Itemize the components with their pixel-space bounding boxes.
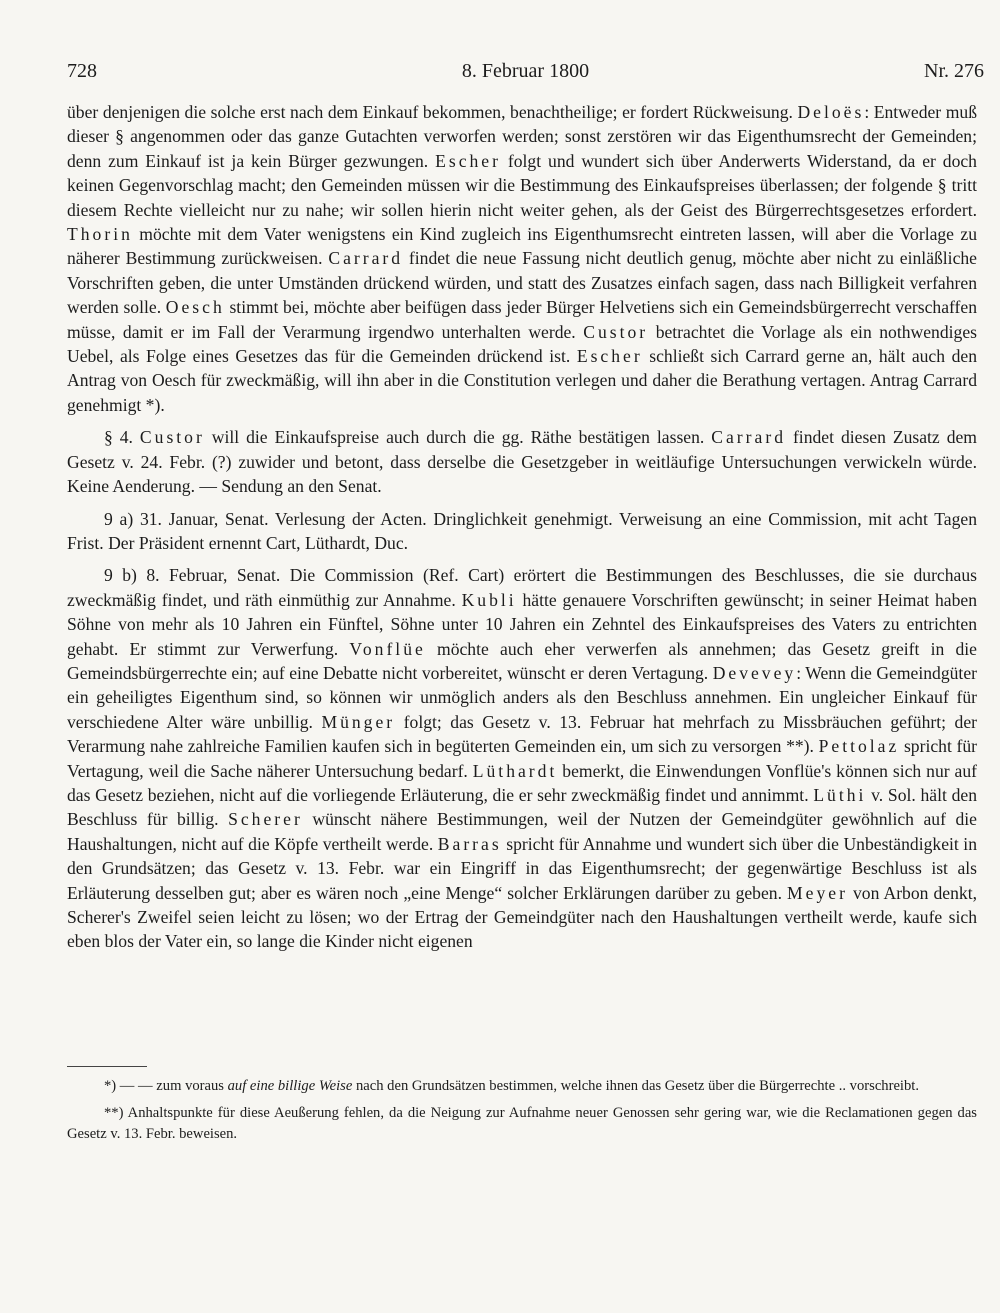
header-date: 8. Februar 1800 xyxy=(461,60,590,82)
footnote-divider xyxy=(67,1066,147,1067)
page-number: 728 xyxy=(67,60,97,82)
text-run: über denjenigen die solche erst nach dem Einkauf bekommen, benachtheilige; er fordert Rückweisung. xyxy=(67,102,798,122)
text-run: v. Sol. hält den Beschluss für billig. xyxy=(67,784,977,830)
speaker-name: Carrard xyxy=(328,248,404,269)
text-run: möchte mit dem Vater wenigstens ein Kind zugleich ins Eigenthumsrecht eintreten lassen, will aber die Vorlage zu näherer Bestimmung zurückweisen. xyxy=(67,224,977,269)
text-run: stimmt bei, möchte aber beifügen dass jeder Bürger Helvetiens sich ein Gemeindsbürgerrecht verschaffen müsse, damit er im Fall der Verarmung irgendwo unterhalten werde. xyxy=(67,297,978,342)
paragraph-3: 9 a) 31. Januar, Senat. Verlesung der Acten. Dringlichkeit genehmigt. Verweisung an eine Commission, mit acht Tagen Frist. Der Präsident ernennt Cart, Lüthardt, Duc. xyxy=(67,508,977,553)
text-run: spricht für Annahme und wundert sich über die Unbeständigkeit in den Grundsätzen; das Gesetz v. 13. Febr. war ein Eingriff in das Eigenthumsrecht; der gegenwärtige Beschluss ist als Erläuterung desselben gut; aber es wären noch „eine Menge“ solcher Erklärungen darüber zu geben. xyxy=(67,833,977,903)
running-header xyxy=(67,60,984,90)
speaker-name: Carrard xyxy=(711,427,786,448)
text-run: folgt und wundert sich über Anderwerts Widerstand, da er doch keinen Gegenvorschlag macht; den Gemeinden müssen wir die Bestimmung des Einkaufspreises überlassen; der folgende § tritt diesem Rechte vielleicht nur zu nahe; wir sollen hierin nicht weiter gehen, als der Geist des Bürgerrechtsgesetzes erfordert. xyxy=(67,150,977,220)
paragraph-2 xyxy=(67,425,977,498)
speaker-name: Custor xyxy=(583,321,649,342)
text-run: spricht für Vertagung, weil die Sache näherer Untersuchung bedarf. xyxy=(67,736,978,781)
speaker-name: Lüthi xyxy=(813,784,867,805)
text-run: wünscht nähere Bestimmungen, weil der Nutzen der Gemeindgüter gewöhnlich auf die Haushaltungen, nicht auf die Köpfe vertheilt werde. xyxy=(67,809,977,854)
footnotes xyxy=(67,1076,977,1145)
speaker-name: Oesch xyxy=(165,297,225,318)
speaker-name: Vonflüe xyxy=(349,638,426,659)
paragraph-4 xyxy=(67,563,977,954)
speaker-name: Escher xyxy=(435,150,501,171)
speaker-name: Custor xyxy=(139,427,205,448)
speaker-name: Pettolaz xyxy=(818,736,900,757)
text-run: findet diesen Zusatz dem Gesetz v. 24. Febr. (?) zuwider und betont, dass derselbe die Gesetzgeber in weitläufige Untersuchungen verwickeln würde. Keine Aenderung. — Sendung an den Senat. xyxy=(67,427,977,497)
text-run: hätte genauere Vorschriften gewünscht; in seiner Heimat haben Söhne von mehr als 10 Jahren ein Fünftel, Söhne unter 10 Jahren ein Zehntel des Einkaufspreises des Vaters zu entrichten gehabt. Er stimmt zur Verwerfung. xyxy=(67,589,978,659)
speaker-name: Kubli xyxy=(461,589,517,610)
emphasized-text: auf eine billige Weise xyxy=(227,1078,353,1094)
speaker-name: Scherer xyxy=(228,809,303,830)
speaker-name: Escher xyxy=(576,346,643,367)
text-run: 9 b) 8. Februar, Senat. Die Commission (Ref. Cart) erörtert die Bestimmungen des Beschlusses, die sie durchaus zweckmäßig findet, und räth einmüthig zur Annahme. xyxy=(67,565,977,610)
footnote-2: **) Anhaltspunkte für diese Aeußerung fehlen, da die Neigung zur Aufnahme neuer Genossen sehr gering war, wie die Reclamationen gegen das Gesetz v. 13. Febr. beweisen. xyxy=(67,1105,977,1142)
speaker-name: Barras xyxy=(437,833,502,854)
text-run: : Entweder muß dieser § angenommen oder das ganze Gutachten verworfen werden; sonst zerstören wir das Eigenthumsrecht der Gemeinden; denn zum Einkauf ist ja kein Bürger gezwungen. xyxy=(67,102,977,171)
paragraph-1 xyxy=(67,100,977,417)
speaker-name: Devevey xyxy=(712,662,797,683)
text-run: möchte auch eher verwerfen als annehmen; das Gesetz greift in die Gemeindsbürgerrechte ein; auf eine Debatte nicht vorbereitet, wünscht er deren Vertagung. xyxy=(67,638,977,683)
text-run: *) — — zum voraus xyxy=(104,1078,228,1094)
text-run: findet die neue Fassung nicht deutlich genug, möchte aber nicht zu einläßliche Vorschriften geben, die unter Umständen drückend würden, und statt des Zusatzes einfach sagen, dass nach Billigkeit verfahren werden solle. xyxy=(67,248,977,318)
main-text xyxy=(67,100,977,954)
text-run: von Arbon denkt, Scherer's Zweifel seien leicht zu lösen; wo der Ertrag der Gemeindgüter nach den Haushaltungen vertheilt werde, kaufe sich eben blos der Vater ein, so lange die Kinder nicht eigenen xyxy=(67,882,977,952)
text-run: nach den Grundsätzen bestimmen, welche ihnen das Gesetz über die Bürgerrechte .. vorschreibt. xyxy=(352,1078,919,1094)
speaker-name: Thorin xyxy=(67,224,133,245)
document-number: Nr. 276 xyxy=(924,60,984,82)
text-run: bemerkt, die Einwendungen Vonflüe's können sich nur auf das Gesetz beziehen, nicht auf die vorliegende Erläuterung, die er sehr zweckmäßig findet und annimmt. xyxy=(67,760,977,805)
text-run: betrachtet die Vorlage als ein nothwendiges Uebel, als Folge eines Gesetzes das für die Gemeinden drückend ist. xyxy=(67,321,977,367)
text-run: folgt; das Gesetz v. 13. Februar hat mehrfach zu Missbräuchen geführt; der Verarmung nahe zahlreiche Familien kaufen sich in begüterten Gemeinden ein, um sich zu versorgen **). xyxy=(67,711,978,757)
text-run: § 4. xyxy=(104,427,140,448)
speaker-name: Lüthardt xyxy=(472,760,558,781)
text-run: will die Einkaufspreise auch durch die gg. Räthe bestätigen lassen. xyxy=(204,427,712,448)
text-run: : Wenn die Gemeindgüter ein geheiligtes Eigenthum sind, so können wir unmöglich anders als den Beschluss annehmen. Ein ungleicher Einkauf für verschiedene Alter wäre unbillig. xyxy=(67,662,977,732)
speaker-name: Deloës xyxy=(797,102,865,122)
speaker-name: Münger xyxy=(321,711,396,732)
text-run: schließt sich Carrard gerne an, hält auch den Antrag von Oesch für zweckmäßig, will ihn aber in die Constitution verlegen und daher die Berathung vertagen. Antrag Carrard genehmigt *). xyxy=(67,346,977,415)
footnote-1 xyxy=(67,1076,977,1097)
speaker-name: Meyer xyxy=(787,882,848,903)
